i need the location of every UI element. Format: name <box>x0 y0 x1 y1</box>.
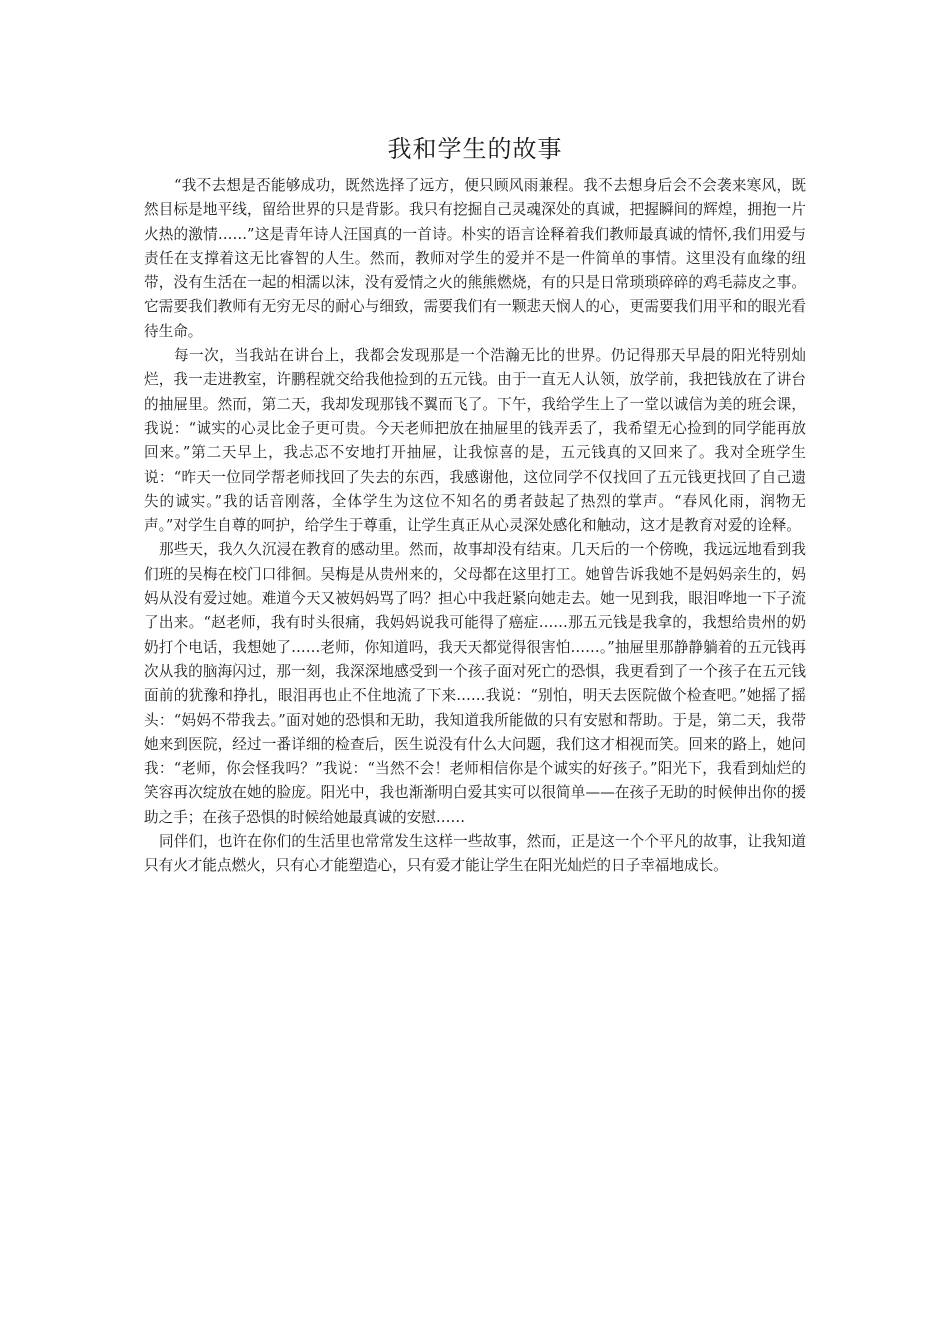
paragraph-conclusion: 同伴们，也许在你们的生活里也常常发生这样一些故事，然而，正是这一个个平凡的故事，让我知道只有火才能点燃火，只有心才能塑造心，只有爱才能让学生在阳光灿烂的日子幸福地成长。 <box>144 833 806 875</box>
paragraph-wu-mei: 那些天，我久久沉浸在教育的感动里。然而，故事却没有结束。几天后的一个傍晚，我远远地看到我们班的吴梅在校门口徘徊。吴梅是从贵州来的，父母都在这里打工。她曾告诉我她不是妈妈亲生的，妈妈从没有爱过她。难道今天又被妈妈骂了吗？担心中我赶紧向她走去。她一见到我，眼泪哗地一下子流了出来。“赵老师，我有时头很痛，我妈妈说我可能得了癌症……那五元钱是我拿的，我想给贵州的奶奶打个电话，我想她了……老师，你知道吗，我天天都觉得很害怕……。”抽屉里那静静躺着的五元钱再次从我的脑海闪过，那一刻，我深深地感受到一个孩子面对死亡的恐惧，我更看到了一个孩子在五元钱面前的犹豫和挣扎，眼泪再也止不住地流了下来……我说：“别怕，明天去医院做个检查吧。”她摇了摇头：“妈妈不带我去。”面对她的恐惧和无助，我知道我所能做的只有安慰和帮助。于是，第二天，我带她来到医院，经过一番详细的检查后，医生说没有什么大问题，我们这才相视而笑。回来的路上，她问我：“老师，你会怪我吗？”我说：“当然不会！老师相信你是个诚实的好孩子。”阳光下，我看到灿烂的笑容再次绽放在她的脸庞。阳光中，我也渐渐明白爱其实可以很简单——在孩子无助的时候伸出你的援助之手；在孩子恐惧的时候给她最真诚的安慰…… <box>144 541 806 826</box>
paragraph-intro: “我不去想是否能够成功，既然选择了远方，便只顾风雨兼程。我不去想身后会不会袭来寒风，既然目标是地平线，留给世界的只是背影。我只有挖掘自己灵魂深处的真诚，把握瞬间的辉煌，拥抱一片火热的激情……”这是青年诗人汪国真的一首诗。朴实的语言诠释着我们教师最真诚的情怀,我们用爱与责任在支撑着这无比睿智的人生。然而，教师对学生的爱并不是一件简单的事情。这里没有血缘的纽带，没有生活在一起的相濡以沫，没有爱情之火的熊熊燃烧，有的只是日常琐琐碎碎的鸡毛蒜皮之事。它需要我们教师有无穷无尽的耐心与细致，需要我们有一颗悲天悯人的心，更需要我们用平和的眼光看待生命。 <box>144 177 806 340</box>
paragraph-five-yuan: 每一次，当我站在讲台上，我都会发现那是一个浩瀚无比的世界。仍记得那天早晨的阳光特别灿烂，我一走进教室，许鹏程就交给我他捡到的五元钱。由于一直无人认领，放学前，我把钱放在了讲台的抽屉里。然而，第二天，我却发现那钱不翼而飞了。下午，我给学生上了一堂以诚信为美的班会课，我说：“诚实的心灵比金子更可贵。今天老师把放在抽屉里的钱弄丢了，我希望无心捡到的同学能再放回来。”第二天早上，我忐忑不安地打开抽屉，让我惊喜的是，五元钱真的又回来了。我对全班学生说：“昨天一位同学帮老师找回了失去的东西，我感谢他，这位同学不仅找回了五元钱更找回了自己遗失的诚实。”我的话音刚落，全体学生为这位不知名的勇者鼓起了热烈的掌声。“春风化雨，润物无声。”对学生自尊的呵护，给学生于尊重，让学生真正从心灵深处感化和触动，这才是教育对爱的诠释。 <box>144 347 806 535</box>
article-body <box>144 174 806 879</box>
page-title: 我和学生的故事 <box>387 135 563 163</box>
